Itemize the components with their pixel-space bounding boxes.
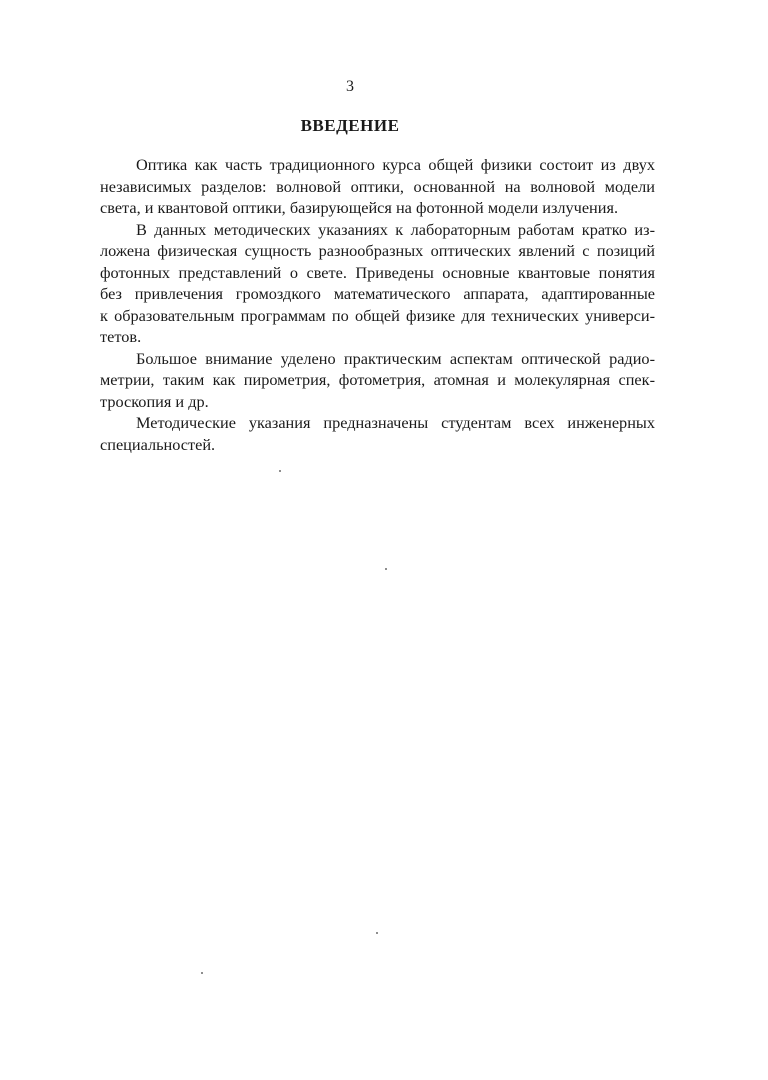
body-text <box>100 154 655 455</box>
paragraph <box>100 154 655 219</box>
text-line: света, и квантовой оптики, базирующейся на фотонной модели излучения. <box>100 198 619 217</box>
paragraph <box>100 348 655 413</box>
scan-speck <box>385 568 387 570</box>
text-line: ложена физическая сущность разнообразных оптических явлений с позиций <box>100 241 655 260</box>
text-line: к образовательным программам по общей физике для технических универси- <box>100 305 655 325</box>
text-line: троскопия и др. <box>100 391 209 411</box>
text-line: Большое внимание уделено практическим аспектам оптической радио- <box>136 348 655 368</box>
section-title: ВВЕДЕНИЕ <box>300 116 400 135</box>
paragraph <box>100 219 655 348</box>
text-line: Методические указания предназначены студентам всех инженерных <box>136 413 655 432</box>
text-line: без привлечения громоздкого математического аппарата, адаптированные <box>100 284 655 303</box>
text-line: Оптика как часть традиционного курса общей физики состоит из двух <box>136 155 655 174</box>
text-line: фотонных представлений о свете. Приведены основные квантовые понятия <box>100 262 655 282</box>
scan-speck <box>376 932 378 934</box>
scan-speck <box>279 470 281 472</box>
text-line: тетов. <box>100 327 142 346</box>
scan-speck <box>201 972 203 974</box>
page-number: 3 <box>346 78 354 95</box>
text-line: независимых разделов: волновой оптики, основанной на волновой модели <box>100 176 655 196</box>
text-line: В данных методических указаниях к лабораторным работам кратко из- <box>136 219 655 239</box>
paragraph <box>100 412 655 455</box>
text-line: специальностей. <box>100 434 216 454</box>
text-line: метрии, таким как пирометрия, фотометрия, атомная и молекулярная спек- <box>100 370 655 389</box>
